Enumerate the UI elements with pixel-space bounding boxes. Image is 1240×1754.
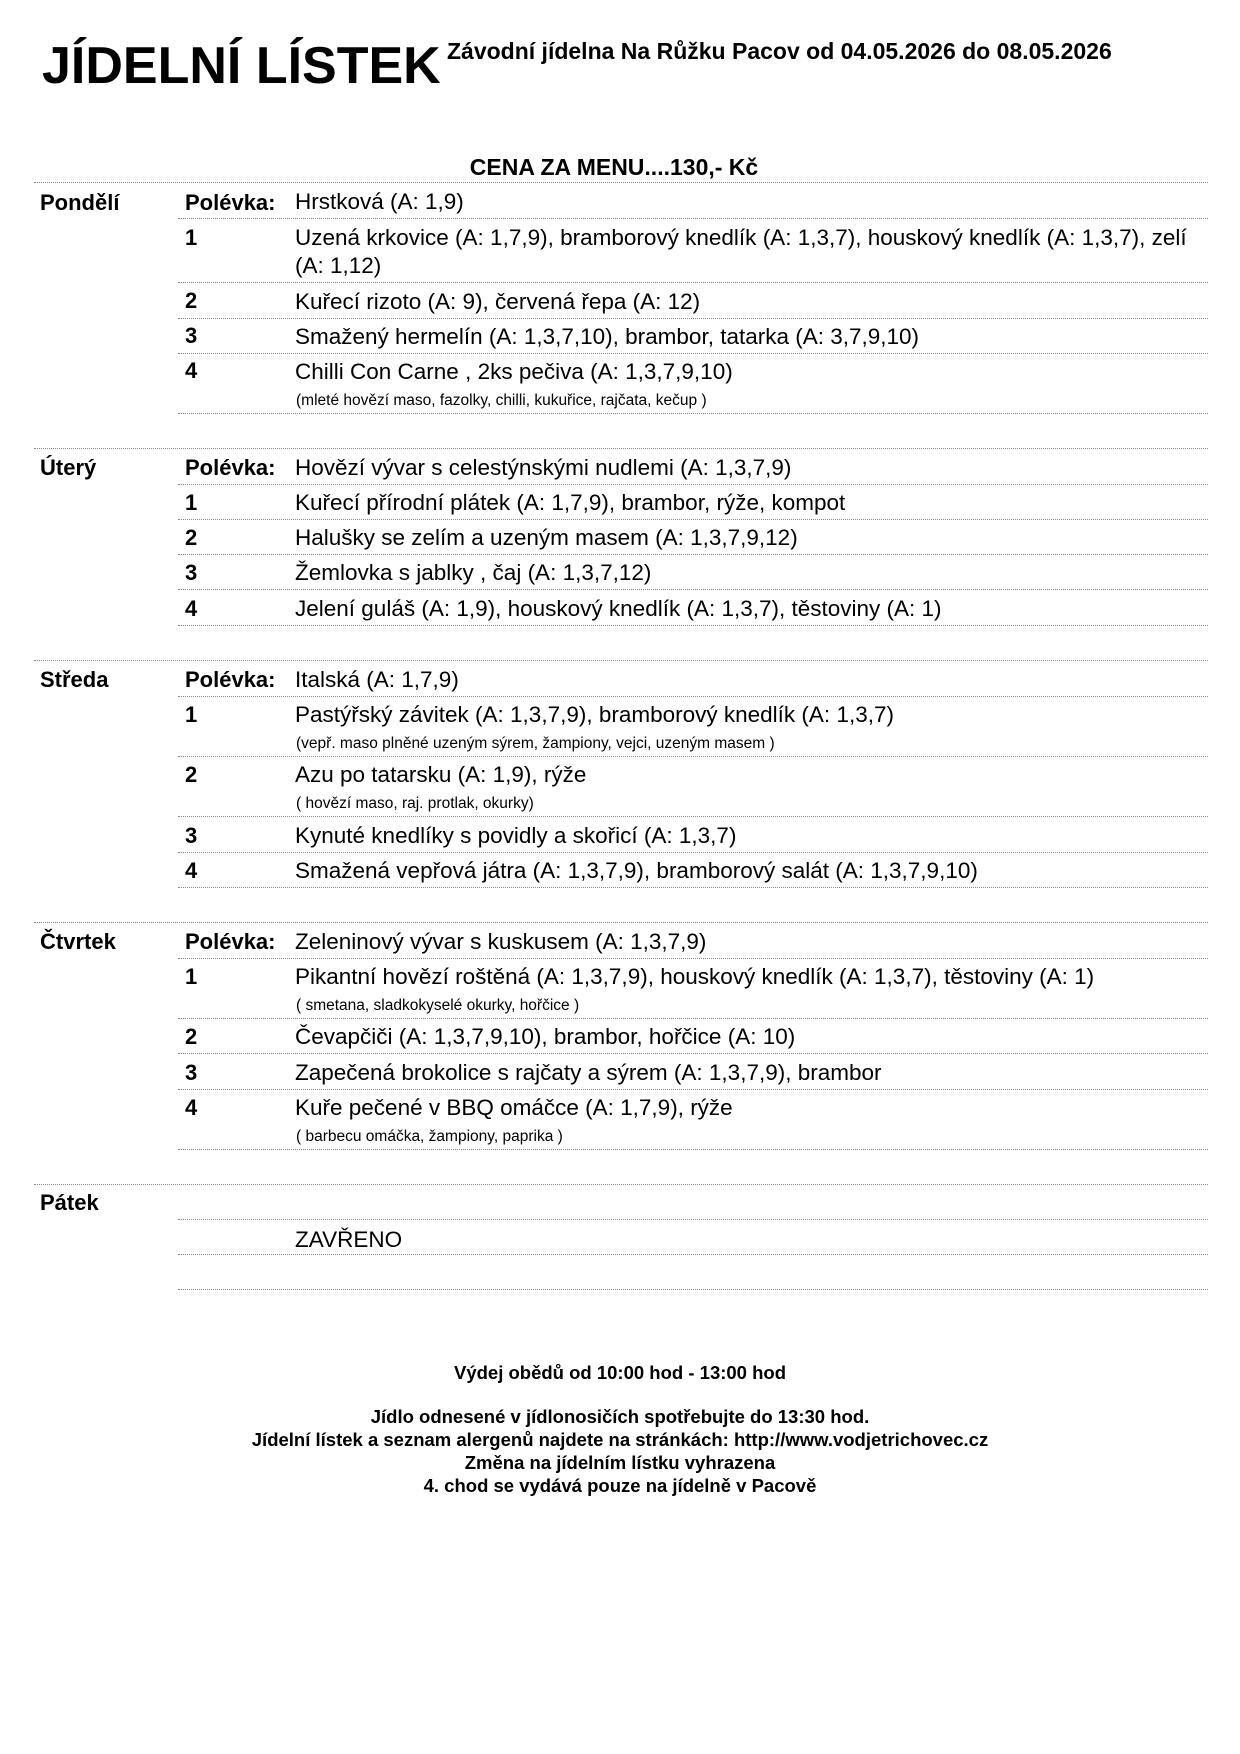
header — [42, 32, 1202, 102]
dish-text: Kuře pečené v BBQ omáčce (A: 1,7,9), rýže — [295, 1095, 733, 1120]
dish-note: ( barbecu omáčka, žampiony, paprika ) — [296, 1128, 563, 1145]
dish-number: 3 — [185, 323, 198, 348]
footer-note: Změna na jídelním lístku vyhrazena — [464, 1452, 776, 1473]
footer-notes — [0, 1405, 1240, 1497]
dish-number: 4 — [185, 596, 198, 621]
dish-text: Halušky se zelím a uzeným masem (A: 1,3,7,9,12) — [295, 525, 798, 550]
dish-text: Uzená krkovice (A: 1,7,9), bramborový knedlík (A: 1,3,7), houskový knedlík (A: 1,3,7), zelí (A: 1,12) — [295, 225, 1187, 278]
divider — [34, 182, 1208, 183]
soup-dish: Hrstková (A: 1,9) — [295, 189, 464, 214]
divider — [178, 519, 1208, 520]
dish-number: 2 — [185, 762, 198, 787]
dish-text: Žemlovka s jablky , čaj (A: 1,3,7,12) — [295, 560, 652, 585]
divider — [34, 1184, 1208, 1185]
divider — [178, 484, 1208, 485]
dish-text: Pastýřský závitek (A: 1,3,7,9), bramborový knedlík (A: 1,3,7) — [295, 702, 894, 727]
closed-notice: ZAVŘENO — [295, 1227, 403, 1252]
dish-number: 4 — [185, 1095, 198, 1120]
divider — [178, 318, 1208, 319]
dish-text: Čevapčiči (A: 1,3,7,9,10), brambor, hořčice (A: 10) — [295, 1024, 796, 1049]
divider — [178, 958, 1208, 959]
day-name-monday: Pondělí — [40, 190, 120, 215]
dish-text: Kuřecí přírodní plátek (A: 1,7,9), brambor, rýže, kompot — [295, 490, 846, 515]
divider — [34, 922, 1208, 923]
dish-number: 1 — [185, 702, 198, 727]
dish-number: 4 — [185, 858, 198, 883]
divider — [178, 1219, 1208, 1220]
soup-label: Polévka: — [185, 929, 276, 954]
canteen-and-date-range: Závodní jídelna Na Růžku Pacov od 04.05.2026 do 08.05.2026 — [447, 38, 1112, 64]
soup-label: Polévka: — [185, 190, 276, 215]
divider — [178, 696, 1208, 697]
day-name-tuesday: Úterý — [40, 455, 97, 480]
divider — [178, 1289, 1208, 1290]
dish-text: Pikantní hovězí roštěná (A: 1,3,7,9), houskový knedlík (A: 1,3,7), těstoviny (A: 1) — [295, 964, 1095, 989]
dish-text: Jelení guláš (A: 1,9), houskový knedlík (A: 1,3,7), těstoviny (A: 1) — [295, 596, 942, 621]
divider — [178, 1089, 1208, 1090]
dish-note: (mleté hovězí maso, fazolky, chilli, kukuřice, rajčata, kečup ) — [296, 392, 707, 409]
divider — [178, 816, 1208, 817]
dish-number: 1 — [185, 490, 198, 515]
serving-hours — [0, 1361, 1240, 1384]
divider — [178, 413, 1208, 414]
soup-dish: Italská (A: 1,7,9) — [295, 667, 459, 692]
divider — [178, 282, 1208, 283]
menu-price — [0, 154, 1240, 181]
dish-number: 2 — [185, 288, 198, 313]
divider — [178, 1018, 1208, 1019]
menu-price-text: CENA ZA MENU....130,- Kč — [469, 154, 759, 180]
dish-text: Chilli Con Carne , 2ks pečiva (A: 1,3,7,9,10) — [295, 359, 733, 384]
dish-text: Azu po tatarsku (A: 1,9), rýže — [295, 762, 587, 787]
footer-note: Jídlo odnesené v jídlonosičích spotřebujte do 13:30 hod. — [370, 1406, 870, 1427]
divider — [178, 554, 1208, 555]
divider — [178, 756, 1208, 757]
divider — [178, 218, 1208, 219]
dish-number: 4 — [185, 358, 198, 383]
soup-dish: Zeleninový vývar s kuskusem (A: 1,3,7,9) — [295, 929, 707, 954]
divider — [178, 887, 1208, 888]
footer-note: 4. chod se vydává pouze na jídelně v Pacově — [423, 1475, 817, 1496]
soup-dish: Hovězí vývar s celestýnskými nudlemi (A: 1,3,7,9) — [295, 455, 792, 480]
dish-number: 2 — [185, 525, 198, 550]
dish-number: 1 — [185, 964, 198, 989]
page-title: JÍDELNÍ LÍSTEK — [42, 37, 441, 95]
soup-label: Polévka: — [185, 455, 276, 480]
day-name-friday: Pátek — [40, 1190, 99, 1215]
dish-text: Smažený hermelín (A: 1,3,7,10), brambor, tatarka (A: 3,7,9,10) — [295, 324, 920, 349]
divider — [178, 625, 1208, 626]
dish-number: 3 — [185, 823, 198, 848]
dish-note: ( smetana, sladkokyselé okurky, hořčice ) — [296, 997, 580, 1014]
footer-note: Jídelní lístek a seznam alergenů najdete na stránkách: http://www.vodjetrichovec.cz — [251, 1429, 989, 1450]
dish-text: Smažená vepřová játra (A: 1,3,7,9), bramborový salát (A: 1,3,7,9,10) — [295, 858, 978, 883]
dish-text: Kynuté knedlíky s povidly a skořicí (A: 1,3,7) — [295, 823, 737, 848]
day-name-thursday: Čtvrtek — [40, 929, 116, 954]
dish-note: ( hovězí maso, raj. protlak, okurky) — [296, 795, 534, 812]
dish-text: Zapečená brokolice s rajčaty a sýrem (A: 1,3,7,9), brambor — [295, 1060, 882, 1085]
divider — [178, 1053, 1208, 1054]
divider — [178, 1149, 1208, 1150]
divider — [34, 660, 1208, 661]
dish-text: Kuřecí rizoto (A: 9), červená řepa (A: 12) — [295, 289, 701, 314]
dish-number: 3 — [185, 560, 198, 585]
divider — [178, 852, 1208, 853]
dish-note: (vepř. maso plněné uzeným sýrem, žampiony, vejci, uzeným masem ) — [296, 735, 775, 752]
day-name-wednesday: Středa — [40, 667, 109, 692]
dish-number: 1 — [185, 225, 198, 250]
dish-number: 2 — [185, 1024, 198, 1049]
divider — [178, 589, 1208, 590]
divider — [34, 448, 1208, 449]
serving-hours-text: Výdej obědů od 10:00 hod - 13:00 hod — [453, 1362, 787, 1383]
dish-number: 3 — [185, 1060, 198, 1085]
divider — [178, 353, 1208, 354]
soup-label: Polévka: — [185, 667, 276, 692]
divider — [178, 1254, 1208, 1255]
